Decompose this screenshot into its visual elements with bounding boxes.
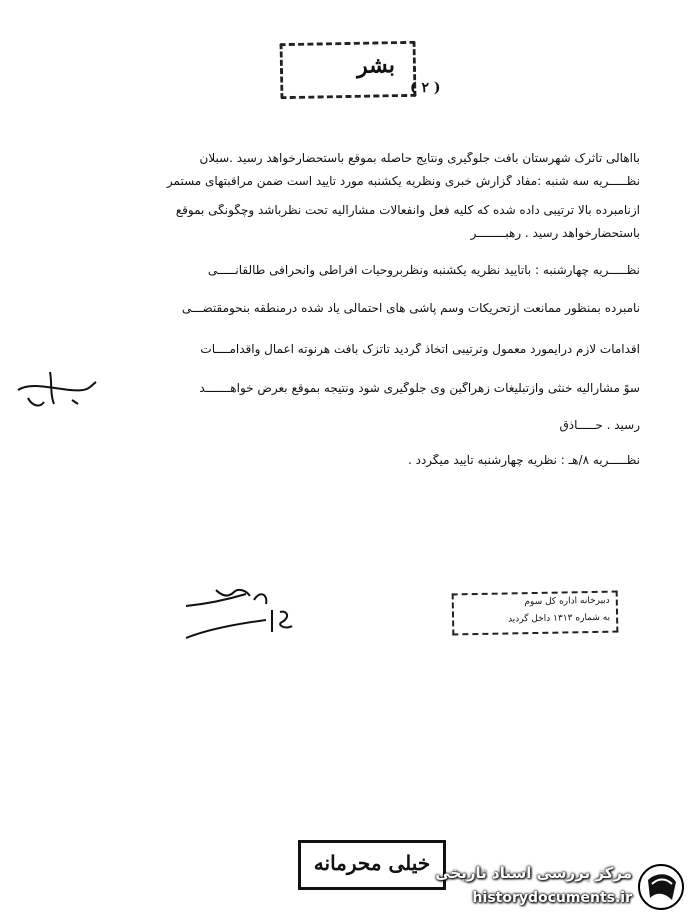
watermark-url: historydocuments.ir (472, 890, 632, 906)
body-line: نظـــــریه چهارشنبه : باتأیید نظریه یکشنبه ونظربروحیات افراطی وانحرافی طالقانـــــی (207, 264, 640, 277)
body-line: بااهالی تاثرک شهرستان بافت جلوگیری ونتایج حاصله بموقع باستحضارخواهد رسید .سبلان (199, 152, 640, 165)
registration-stamp (452, 591, 619, 636)
watermark (420, 858, 690, 918)
body-line: نظـــــریه سه شنبه :مفاد گزارش خبری ونظریه یکشنبه مورد تأیید است ضمن مراقبتهای مستمر (166, 175, 640, 188)
header-stamp-text: بشر (356, 52, 396, 79)
body-line: باستحضارخواهد رسید . رهبــــــــر (470, 227, 640, 240)
handwritten-signature-icon (176, 580, 316, 650)
body-line: نظـــــریه ٨/هـ : نظریه چهارشنبه تأیید میگردد . (407, 454, 640, 467)
page-number: ( ٢ ) (410, 80, 441, 96)
body-line: سوً مشارالیه خنثی وازتبلیغات زهرآگین وی جلوگیری شود ونتیجه بموقع بعرض خواهـــــــد (199, 382, 640, 395)
body-line: نامبرده بمنظور ممانعت ازتحریکات وسم پاشی های احتمالی یاد شده درمنطقه بنحومقتضـــی (181, 302, 640, 315)
body-line: رسید . حـــــاذق (559, 419, 640, 432)
document-body (60, 152, 640, 484)
watermark-logo-icon (636, 862, 686, 912)
classification-stamp-text: خیلی محرمانه (313, 851, 431, 875)
body-line: ازنامبرده بالا ترتیبی داده شده که کلیه فعل وانفعالات مشارالیه تحت نظرباشد وچگونگی بموقع (175, 204, 640, 217)
header-stamp (280, 41, 417, 99)
registration-stamp-line: به شماره ۱۳۱۳ داخل گردید (507, 612, 611, 625)
registration-stamp-line: دبیرخانه اداره کل سوم (524, 595, 610, 608)
watermark-org: مرکز بررسی اسناد تاریخی (435, 864, 632, 882)
body-line: اقدامات لازم درایمورد معمول وترتیبی اتخاذ گردید تاتزک بافت هرنوته اعمال واقدامــــات (200, 343, 640, 356)
margin-handwriting-icon (10, 360, 100, 420)
